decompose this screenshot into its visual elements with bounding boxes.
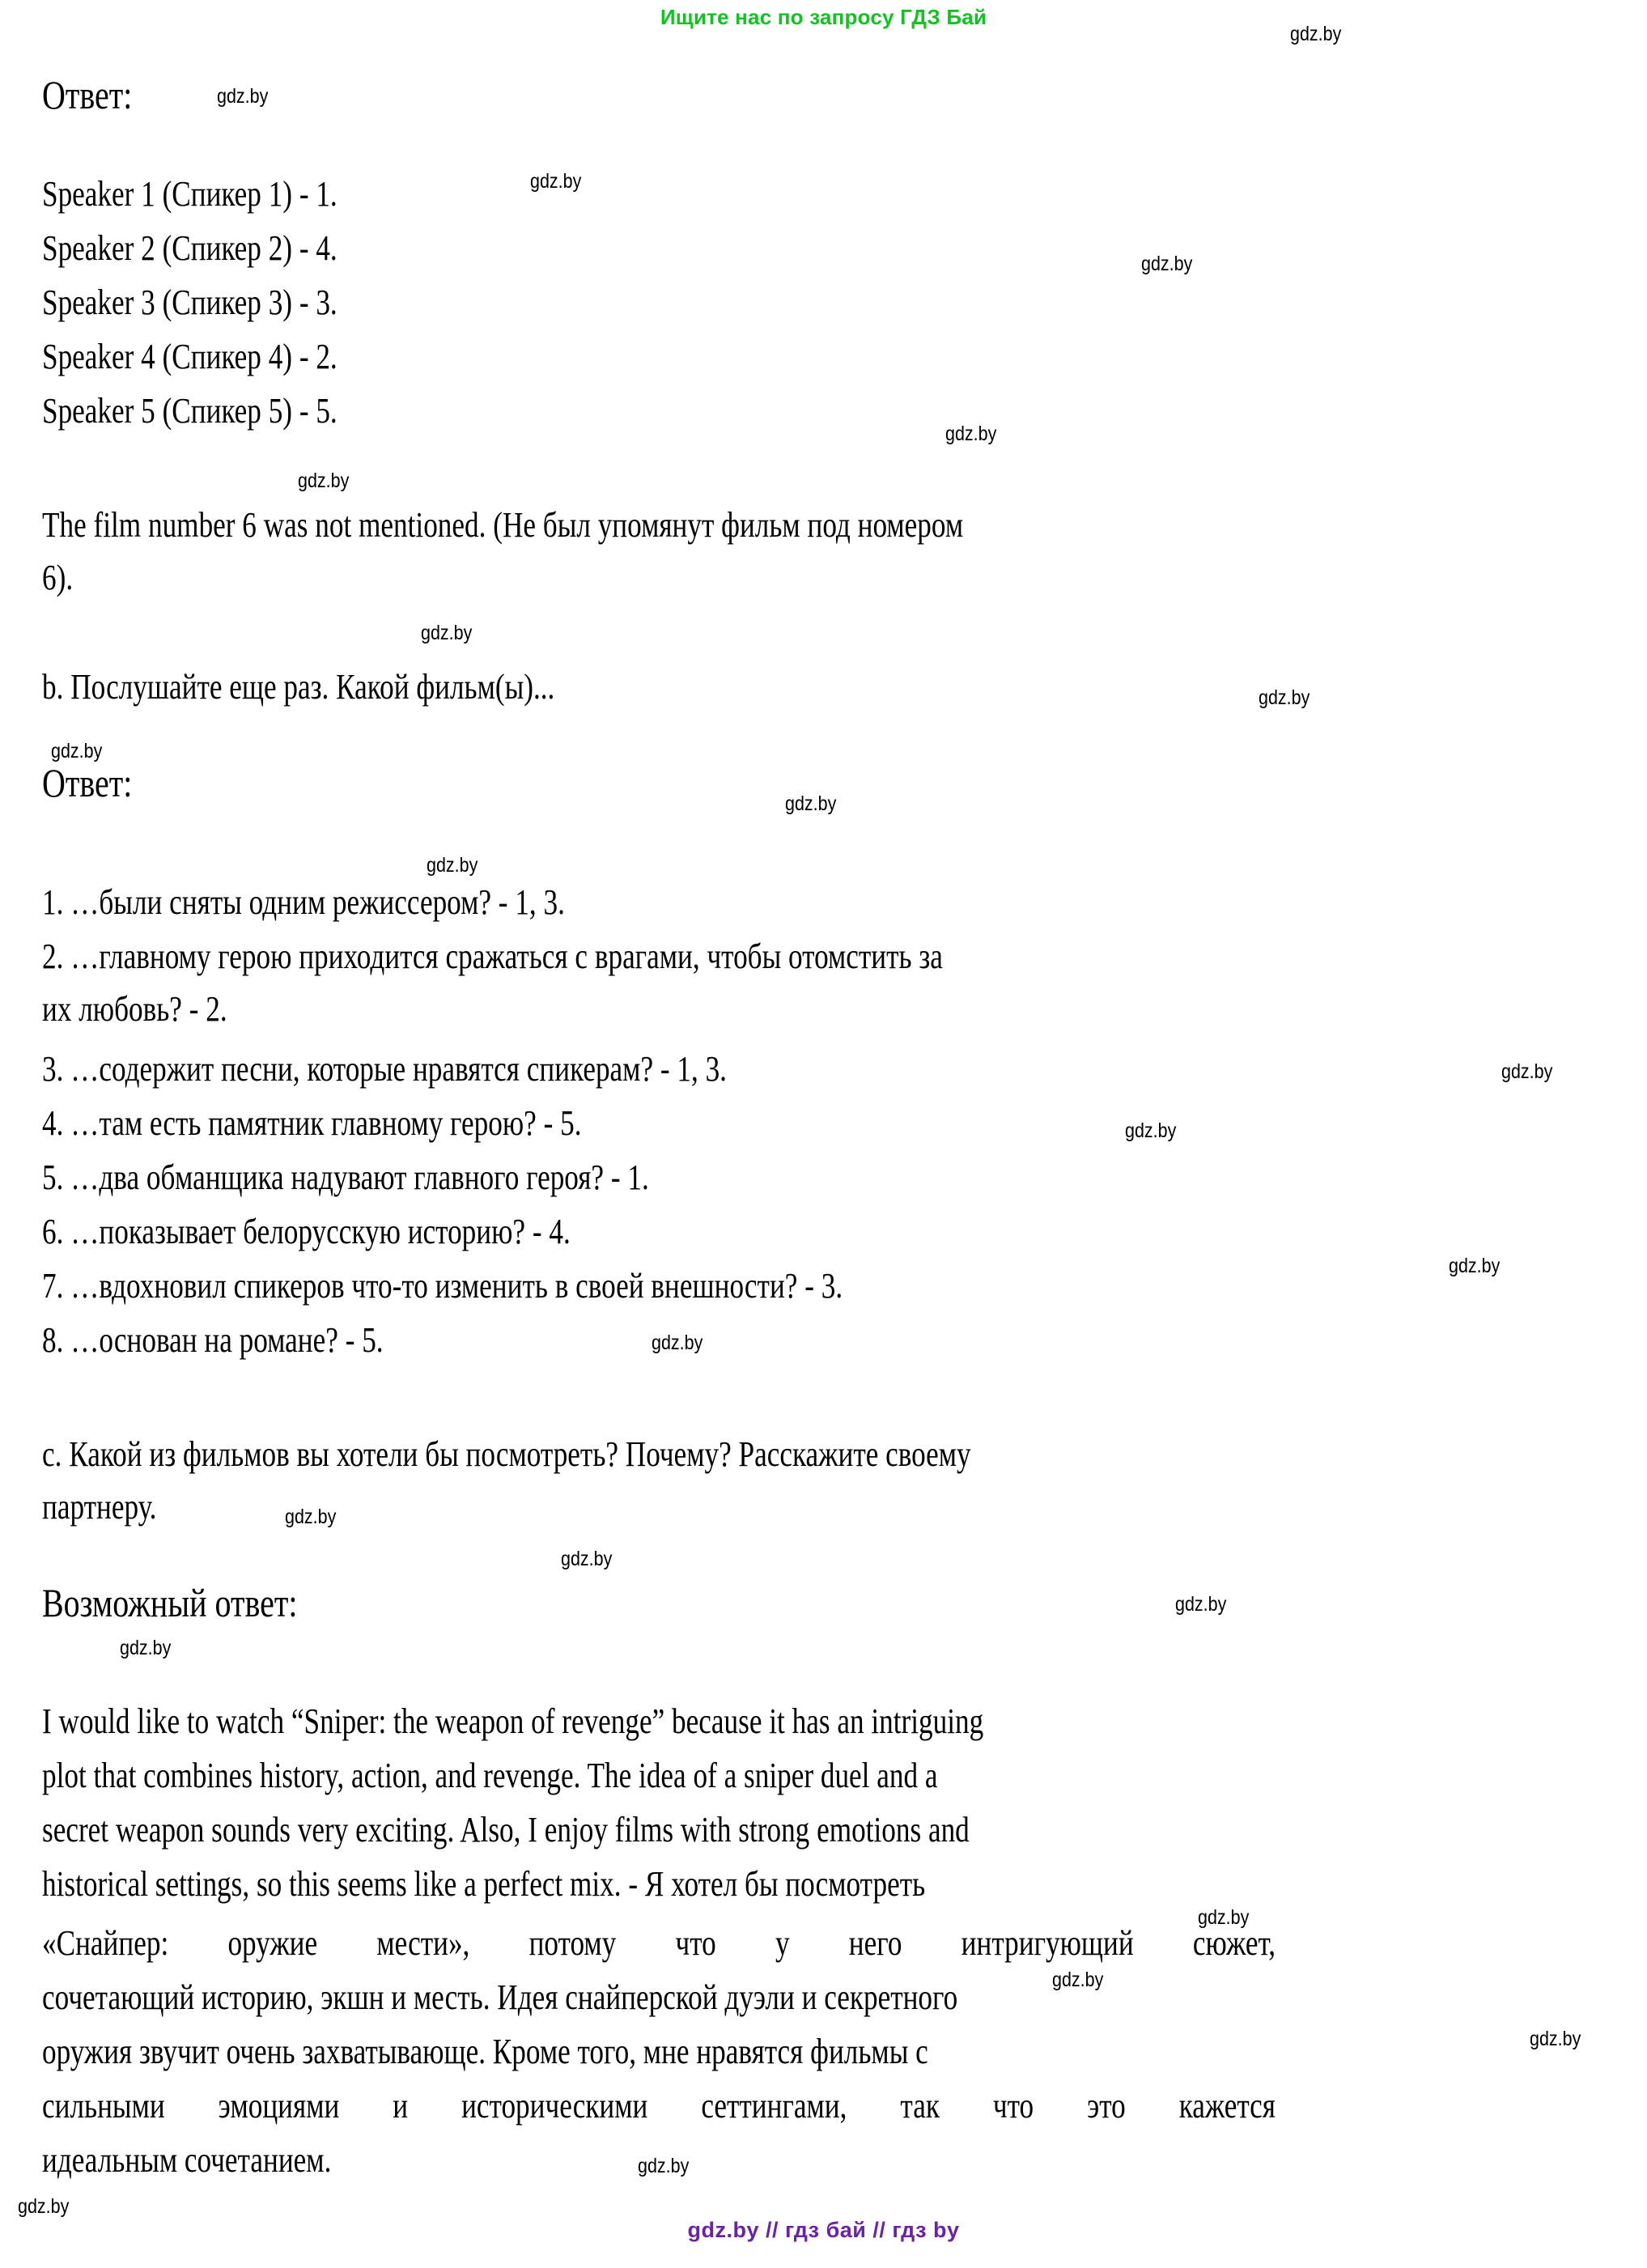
speaker-answer-4: Speaker 4 (Спикер 4) - 2.	[42, 337, 337, 376]
watermark-gdz: gdz.by	[1259, 686, 1310, 709]
watermark-gdz: gdz.by	[652, 1331, 703, 1354]
watermark-gdz: gdz.by	[285, 1506, 337, 1528]
watermark-gdz: gdz.by	[217, 85, 269, 108]
essay-en-line-4: historical settings, so this seems like a perfect mix. - Я хотел бы посмотреть	[42, 1864, 926, 1904]
speaker-answer-5: Speaker 5 (Спикер 5) - 5.	[42, 391, 337, 431]
watermark-gdz: gdz.by	[561, 1548, 613, 1570]
essay-ru-line-5: идеальным сочетанием.	[42, 2140, 332, 2180]
question-item-3: 3. …содержит песни, которые нравятся спикерам? - 1, 3.	[42, 1049, 727, 1089]
watermark-gdz: gdz.by	[785, 792, 837, 815]
watermark-gdz: gdz.by	[1501, 1060, 1553, 1083]
watermark-gdz: gdz.by	[1175, 1593, 1227, 1616]
watermark-gdz: gdz.by	[427, 854, 478, 877]
watermark-gdz: gdz.by	[298, 469, 350, 492]
film-not-mentioned-line-1: The film number 6 was not mentioned. (Не был упомянут фильм под номером	[42, 505, 964, 545]
question-item-5: 5. …два обманщика надувают главного героя? - 1.	[42, 1157, 649, 1197]
watermark-gdz: gdz.by	[1141, 253, 1193, 275]
question-item-7: 7. …вдохновил спикеров что-то изменить в своей внешности? - 3.	[42, 1266, 843, 1306]
answer-label-second: Ответ:	[42, 760, 133, 805]
watermark-gdz: gdz.by	[945, 423, 997, 445]
watermark-gdz: gdz.by	[1290, 23, 1342, 45]
watermark-gdz: gdz.by	[1530, 2028, 1581, 2050]
question-item-2: 2. …главному герою приходится сражаться с врагами, чтобы отомстить за	[42, 937, 943, 976]
watermark-gdz: gdz.by	[18, 2195, 70, 2218]
task-c-prompt-line-1: c. Какой из фильмов вы хотели бы посмотреть? Почему? Расскажите своему	[42, 1434, 971, 1474]
possible-answer-label: Возможный ответ:	[42, 1580, 298, 1625]
essay-en-line-3: secret weapon sounds very exciting. Also, I enjoy films with strong emotions and	[42, 1810, 970, 1850]
watermark-gdz: gdz.by	[1052, 1969, 1104, 1991]
task-b-prompt: b. Послушайте еще раз. Какой фильм(ы)...	[42, 667, 555, 707]
speaker-answer-3: Speaker 3 (Спикер 3) - 3.	[42, 282, 337, 322]
essay-en-line-1: I would like to watch “Sniper: the weapon of revenge” because it has an intriguing	[42, 1701, 984, 1741]
essay-en-line-2: plot that combines history, action, and revenge. The idea of a sniper duel and a	[42, 1756, 938, 1795]
question-item-1: 1. …были сняты одним режиссером? - 1, 3.	[42, 882, 565, 922]
question-item-8: 8. …основан на романе? - 5.	[42, 1320, 384, 1360]
watermark-gdz: gdz.by	[1449, 1255, 1501, 1277]
watermark-gdz: gdz.by	[530, 170, 582, 193]
speaker-answer-2: Speaker 2 (Спикер 2) - 4.	[42, 228, 337, 268]
watermark-gdz: gdz.by	[1125, 1119, 1177, 1142]
watermark-gdz: gdz.by	[638, 2155, 690, 2177]
answer-label-first: Ответ:	[42, 72, 133, 117]
essay-ru-line-1: «Снайпер: оружие мести», потому что у него интригующий сюжет,	[42, 1923, 1276, 1963]
watermark-gdz: gdz.by	[421, 622, 473, 644]
film-not-mentioned-line-2: 6).	[42, 558, 74, 597]
footer-links[interactable]: gdz.by // гдз бай // гдз by	[687, 2218, 960, 2242]
watermark-gdz: gdz.by	[120, 1637, 172, 1659]
watermark-gdz: gdz.by	[1198, 1906, 1250, 1929]
task-c-prompt-line-2: партнеру.	[42, 1487, 157, 1527]
promo-header: Ищите нас по запросу ГДЗ Бай	[660, 5, 987, 29]
speaker-answer-1: Speaker 1 (Спикер 1) - 1.	[42, 174, 337, 214]
essay-ru-line-2: сочетающий историю, экшн и месть. Идея снайперской дуэли и секретного	[42, 1977, 958, 2017]
question-item-2-cont: их любовь? - 2.	[42, 989, 227, 1029]
essay-ru-line-4: сильными эмоциями и историческими сеттингами, так что это кажется	[42, 2086, 1276, 2126]
question-item-6: 6. …показывает белорусскую историю? - 4.	[42, 1212, 571, 1251]
question-item-4: 4. …там есть памятник главному герою? - 5.	[42, 1103, 582, 1143]
essay-ru-line-3: оружия звучит очень захватывающе. Кроме того, мне нравятся фильмы с	[42, 2032, 928, 2071]
watermark-gdz: gdz.by	[51, 740, 103, 762]
